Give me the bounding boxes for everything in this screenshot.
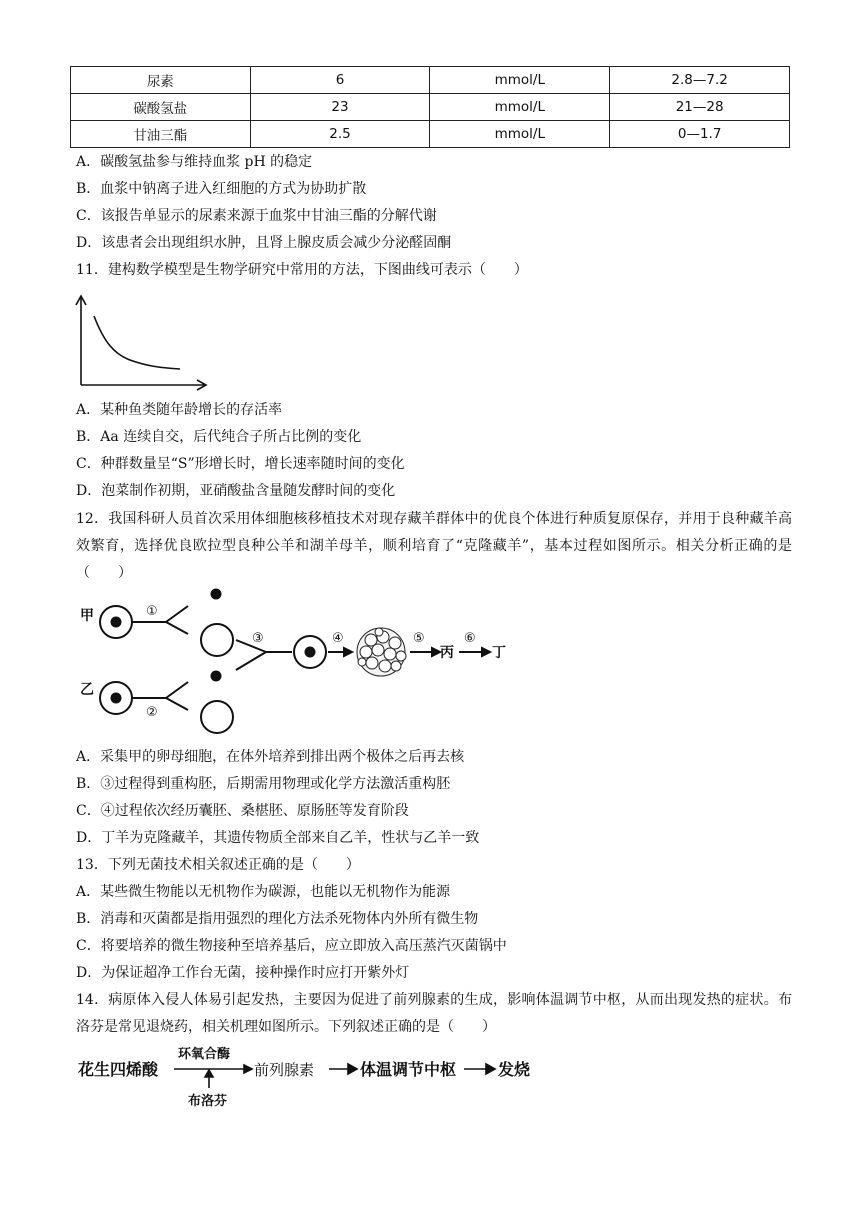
enucleated-oocyte bbox=[201, 624, 233, 656]
table-cell: mmol/L bbox=[430, 67, 610, 94]
q10-option-b: B．血浆中钠离子进入红细胞的方式为协助扩散 bbox=[76, 181, 367, 197]
label-bing: 丙 bbox=[440, 645, 454, 661]
q13-option-a: A．某些微生物能以无机物作为碳源，也能以无机物作为能源 bbox=[76, 884, 451, 900]
cloning-process-diagram bbox=[76, 590, 536, 740]
q12-option-c: C．④过程依次经历囊胚、桑椹胚、原肠胚等发育阶段 bbox=[76, 803, 409, 819]
arachidonic-acid: 花生四烯酸 bbox=[78, 1060, 159, 1079]
q12-option-d: D．丁羊为克隆藏羊，其遗传物质全部来自乙羊，性状与乙羊一致 bbox=[76, 830, 480, 846]
q12-stem: 12．我国科研人员首次采用体细胞核移植技术对现存藏羊群体中的优良个体进行种质复原保存，并用于良种藏羊高效繁育，选择优良欧拉型良种公羊和湖羊母羊，顺利培育了“克隆藏羊”，基本过程如图所示。相关分析正确的是（ ） bbox=[76, 511, 792, 581]
prostaglandin: 前列腺素 bbox=[254, 1061, 315, 1079]
q12-option-b: B．③过程得到重构胚，后期需用物理或化学方法激活重构胚 bbox=[76, 776, 451, 792]
ibuprofen-mechanism-diagram bbox=[76, 1042, 546, 1110]
ibuprofen: 布洛芬 bbox=[188, 1094, 228, 1109]
table-cell: 0—1.7 bbox=[610, 121, 790, 148]
arrowhead bbox=[344, 648, 352, 656]
decay-curve-graph bbox=[70, 292, 215, 392]
q10-option-d: D．该患者会出现组织水肿，且肾上腺皮质会减少分泌醛固酮 bbox=[76, 235, 452, 251]
arrowhead bbox=[482, 648, 490, 656]
q13-option-b: B．消毒和灭菌都是指用强烈的理化方法杀死物体内外所有微生物 bbox=[76, 911, 479, 927]
arrowhead bbox=[205, 1070, 213, 1077]
yi-nucleus-extracted bbox=[212, 672, 221, 681]
table-cell: 6 bbox=[250, 67, 430, 94]
label-yi: 乙 bbox=[80, 682, 94, 698]
step-2: ② bbox=[146, 705, 158, 720]
lab-report-table bbox=[70, 66, 790, 148]
q13-option-c: C．将要培养的微生物接种至培养基后，应立即放入高压蒸汽灭菌锅中 bbox=[76, 938, 507, 954]
decay-curve bbox=[94, 316, 180, 369]
table-cell: 甘油三酯 bbox=[71, 121, 251, 148]
yi-enucleated-cell bbox=[201, 701, 233, 733]
table-row bbox=[71, 94, 790, 121]
q11-stem: 11．建构数学模型是生物学研究中常用的方法，下图曲线可表示（ ） bbox=[76, 262, 528, 278]
arrowhead bbox=[486, 1064, 495, 1074]
step-5: ⑤ bbox=[413, 631, 425, 646]
q11-option-a: A．某种鱼类随年龄增长的存活率 bbox=[76, 402, 283, 418]
yi-nucleus bbox=[112, 694, 121, 703]
table-cell: mmol/L bbox=[430, 121, 610, 148]
table-cell: 2.8—7.2 bbox=[610, 67, 790, 94]
step-4: ④ bbox=[332, 631, 344, 646]
early-embryo-cluster bbox=[357, 628, 406, 676]
table-cell: 2.5 bbox=[250, 121, 430, 148]
q12-option-a: A．采集甲的卵母细胞，在体外培养到排出两个极体之后再去核 bbox=[76, 749, 465, 765]
step-6: ⑥ bbox=[464, 631, 476, 646]
q10-option-c: C．该报告单显示的尿素来源于血浆中甘油三酯的分解代谢 bbox=[76, 208, 437, 224]
step-1: ① bbox=[146, 604, 158, 619]
table-cell: 23 bbox=[250, 94, 430, 121]
label-jia: 甲 bbox=[80, 608, 94, 624]
arrowhead bbox=[244, 1065, 252, 1073]
table-cell: mmol/L bbox=[430, 94, 610, 121]
arrowhead bbox=[348, 1064, 357, 1074]
q14-stem: 14．病原体入侵人体易引起发热，主要因为促进了前列腺素的生成，影响体温调节中枢，从而出现发热的症状。布洛芬是常见退烧药，相关机理如图所示。下列叙述正确的是（ ） bbox=[76, 992, 792, 1035]
q11-option-b: B．Aa 连续自交，后代纯合子所占比例的变化 bbox=[76, 429, 362, 445]
q10-option-a: A．碳酸氢盐参与维持血浆 pH 的稳定 bbox=[76, 154, 313, 170]
q13-stem: 13．下列无菌技术相关叙述正确的是（ ） bbox=[76, 857, 360, 873]
step-3: ③ bbox=[252, 631, 264, 646]
thermoregulation-center: 体温调节中枢 bbox=[360, 1060, 457, 1079]
cyclooxygenase: 环氧合酶 bbox=[178, 1047, 231, 1062]
arrowhead bbox=[432, 648, 440, 656]
table-row bbox=[71, 67, 790, 94]
reconstructed-nucleus bbox=[306, 648, 315, 657]
table-row bbox=[71, 121, 790, 148]
table-cell: 21—28 bbox=[610, 94, 790, 121]
q11-option-c: C．种群数量呈“S”形增长时，增长速率随时间的变化 bbox=[76, 456, 405, 472]
jia-nucleus-removed bbox=[212, 590, 221, 599]
q13-option-d: D．为保证超净工作台无菌，接种操作时应打开紫外灯 bbox=[76, 965, 410, 981]
fever: 发烧 bbox=[498, 1060, 531, 1079]
label-ding: 丁 bbox=[492, 645, 506, 661]
table-cell: 碳酸氢盐 bbox=[71, 94, 251, 121]
q11-option-d: D．泡菜制作初期，亚硝酸盐含量随发酵时间的变化 bbox=[76, 483, 396, 499]
jia-nucleus bbox=[112, 618, 121, 627]
table-cell: 尿素 bbox=[71, 67, 251, 94]
